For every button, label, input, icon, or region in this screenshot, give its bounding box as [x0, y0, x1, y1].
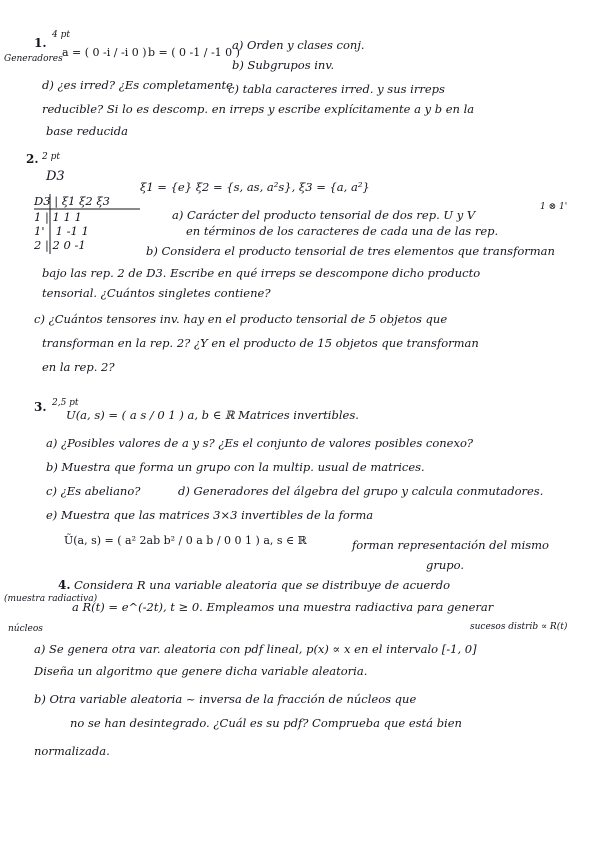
problem-1-item-d-end: base reducida	[46, 124, 128, 138]
character-table-row: 2 | 2 0 -1	[34, 238, 86, 252]
problem-2-item-a: a) Carácter del producto tensorial de dos rep. U y V	[172, 208, 476, 222]
problem-3-item-e-matrix: Ũ(a, s) = ( a² 2ab b² / 0 a b / 0 0 1 ) a, s ∈ ℝ	[64, 534, 307, 547]
problem-1-points: 4 pt	[52, 30, 70, 40]
problem-4-item-b: b) Otra variable aleatoria ~ inversa de la fracción de núcleos que	[34, 692, 417, 706]
problem-3-item-e-end: grupo.	[426, 558, 465, 572]
problem-2-item-c-end: en la rep. 2?	[42, 360, 115, 374]
problem-1-item-d: d) ¿es irred? ¿Es completamente	[42, 78, 233, 92]
problem-4-intro: Considera R una variable aleatoria que se distribuye de acuerdo	[74, 578, 451, 592]
problem-1-item-d-cont: reducible? Si lo es descomp. en irreps y escribe explícitamente a y b en la	[42, 102, 475, 116]
matrix-a: a = ( 0 -i / -i 0 )	[62, 46, 147, 59]
problem-4-note: sucesos distrib ∝ R(t)	[470, 622, 568, 632]
character-table-row: 1 | 1 1 1	[34, 210, 82, 224]
problem-3-item-a: a) ¿Posibles valores de a y s? ¿Es el conjunto de valores posibles conexo?	[46, 436, 474, 450]
problem-3-number: 3.	[34, 400, 47, 414]
problem-4-number: 4.	[58, 578, 71, 592]
problem-2-points: 2 pt	[42, 152, 60, 162]
problem-2-item-a-cont: en términos de los caracteres de cada una de las rep.	[186, 224, 499, 238]
problem-4-item-a: a) Se genera otra var. aleatoria con pdf lineal, p(x) ∝ x en el intervalo [-1, 0]	[34, 642, 477, 656]
problem-3-item-c: c) ¿Es abeliano?	[46, 484, 141, 498]
problem-2-item-c-cont: transforman en la rep. 2? ¿Y en el producto de 15 objetos que transforman	[42, 336, 479, 350]
problem-4-item-a-cont: Diseña un algoritmo que genere dicha variable aleatoria.	[34, 664, 368, 678]
matrix-b: b = ( 0 -1 / -1 0 )	[148, 46, 240, 59]
problem-3-item-e: e) Muestra que las matrices 3×3 invertibles de la forma	[46, 508, 374, 522]
problem-1-item-c: c) tabla caracteres irred. y sus irreps	[228, 82, 445, 96]
problem-2-item-b-end: tensorial. ¿Cuántos singletes contiene?	[42, 286, 271, 300]
problem-3-item-d: d) Generadores del álgebra del grupo y calcula conmutadores.	[178, 484, 544, 498]
class-definitions: ξ1 = {e} ξ2 = {s, as, a²s}, ξ3 = {a, a²}	[140, 180, 370, 194]
problem-4-aside: (muestra radiactiva)	[4, 594, 98, 604]
problem-2-item-c: c) ¿Cuántos tensores inv. hay en el producto tensorial de 5 objetos que	[34, 312, 448, 326]
problem-2-item-a-superscript: 1 ⊗ 1'	[540, 202, 568, 212]
problem-3-item-e-cont: forman representación del mismo	[352, 538, 549, 552]
problem-2-item-b: b) Considera el producto tensorial de tres elementos que transforman	[146, 244, 555, 258]
character-table-header: D3 | ξ1 ξ2 ξ3	[34, 194, 110, 208]
problem-1-item-a: a) Orden y clases conj.	[232, 38, 365, 52]
problem-3-definition: U(a, s) = ( a s / 0 1 ) a, b ∈ ℝ Matrices invertibles.	[66, 408, 359, 422]
problem-3-points: 2,5 pt	[52, 398, 79, 408]
problem-2-item-b-cont: bajo las rep. 2 de D3. Escribe en qué irreps se descompone dicho producto	[42, 266, 481, 280]
problem-4-nuclei: núcleos	[8, 624, 43, 634]
problem-4-formula: a R(t) = e^(-2t), t ≥ 0. Empleamos una muestra radiactiva para generar	[72, 600, 494, 614]
problem-2-number: 2.	[26, 152, 39, 166]
problem-3-item-b: b) Muestra que forma un grupo con la multip. usual de matrices.	[46, 460, 425, 474]
character-table-row: 1' | 1 -1 1	[34, 224, 89, 238]
problem-1-number: 1.	[34, 36, 47, 50]
problem-1-item-b: b) Subgrupos inv.	[232, 58, 335, 72]
problem-4-item-b-cont: no se han desintegrado. ¿Cuál es su pdf? Comprueba que está bien	[70, 716, 462, 730]
problem-4-item-b-end: normalizada.	[34, 744, 110, 758]
group-label: D3	[46, 169, 65, 184]
generators-label: Generadores	[4, 54, 63, 64]
